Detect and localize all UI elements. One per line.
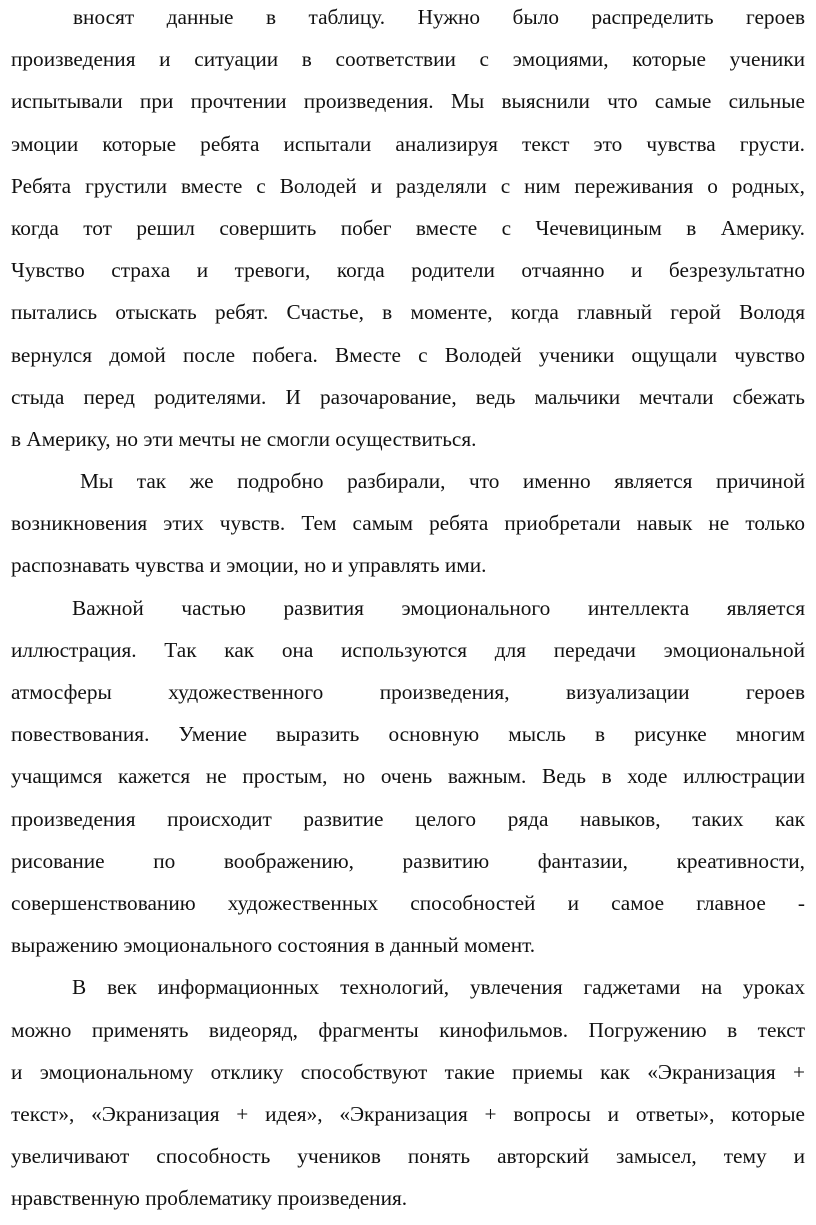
text-line: текст», «Экранизация + идея», «Экранизация + вопросы и ответы», которые (11, 1101, 805, 1126)
text-line: вернулся домой после побега. Вместе с Володей ученики ощущали чувство (11, 342, 805, 367)
text-line: в Америку, но эти мечты не смогли осуществиться. (11, 426, 477, 451)
text-line: испытывали при прочтении произведения. Мы выяснили что самые сильные (11, 89, 805, 114)
text-line: распознавать чувства и эмоции, но и управлять ими. (11, 553, 487, 578)
text-line: можно применять видеоряд, фрагменты кинофильмов. Погружению в текст (11, 1017, 805, 1042)
text-line: произведения и ситуации в соответствии с эмоциями, которые ученики (11, 47, 805, 72)
text-line: когда тот решил совершить побег вместе с Чечевициным в Америку. (11, 215, 805, 240)
text-line: выражению эмоционального состояния в данный момент. (11, 933, 536, 958)
text-line: Чувство страха и тревоги, когда родители отчаянно и безрезультатно (11, 258, 805, 283)
paragraph-1 (11, 0, 805, 460)
text-line: Мы так же подробно разбирали, что именно является причиной (80, 469, 805, 494)
text-line: В век информационных технологий, увлечения гаджетами на уроках (72, 975, 805, 1000)
text-line: пытались отыскать ребят. Счастье, в моменте, когда главный герой Володя (11, 300, 805, 325)
text-line: эмоции которые ребята испытали анализируя текст это чувства грусти. (11, 131, 805, 156)
text-line: иллюстрация. Так как она используются для передачи эмоциональной (11, 637, 805, 662)
text-line: рисование по воображению, развитию фантазии, креативности, (11, 848, 805, 873)
text-line: вносят данные в таблицу. Нужно было распределить героев (73, 5, 805, 29)
paragraph-3 (11, 587, 805, 967)
text-line: атмосферы художественного произведения, визуализации героев (11, 680, 805, 704)
paragraph-2 (11, 460, 805, 587)
paragraph-4 (11, 966, 805, 1219)
text-line: и эмоциональному отклику способствуют такие приемы как «Экранизация + (11, 1059, 805, 1084)
text-line: Важной частью развития эмоционального интеллекта является (72, 595, 805, 620)
text-line: нравственную проблематику произведения. (11, 1186, 408, 1211)
document-page (11, 0, 805, 1219)
text-line: возникновения этих чувств. Тем самым ребята приобретали навык не только (11, 511, 805, 536)
text-line: стыда перед родителями. И разочарование, ведь мальчики мечтали сбежать (11, 384, 805, 409)
text-line: произведения происходит развитие целого ряда навыков, таких как (11, 806, 805, 831)
text-line: совершенствованию художественных способностей и самое главное - (11, 890, 805, 915)
text-line: повествования. Умение выразить основную мысль в рисунке многим (11, 722, 805, 747)
text-line: учащимся кажется не простым, но очень важным. Ведь в ходе иллюстрации (11, 764, 805, 789)
text-line: Ребята грустили вместе с Володей и разделяли с ним переживания о родных, (11, 173, 805, 198)
text-line: увеличивают способность учеников понять авторский замысел, тему и (11, 1144, 805, 1169)
